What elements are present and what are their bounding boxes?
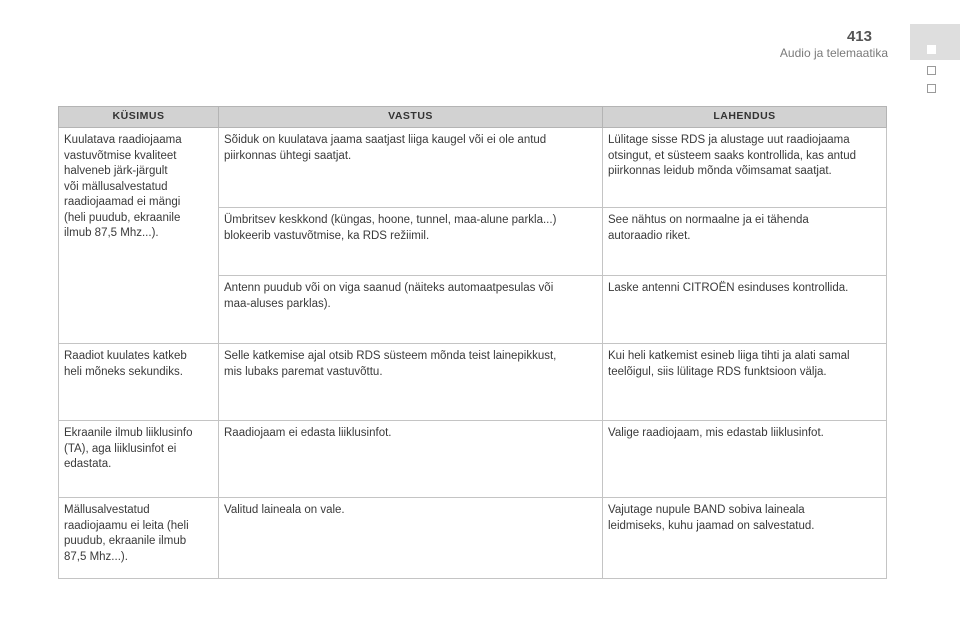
question-cell: Ekraanile ilmub liiklusinfo (TA), aga liiklusinfot ei edastata. [59, 421, 219, 498]
solution-cell: Kui heli katkemist esineb liiga tihti ja alati samal teelõigul, siis lülitage RDS funktsioon välja. [603, 344, 887, 421]
section-title: Audio ja telemaatika [779, 46, 888, 60]
solution-cell: Laske antenni CITROËN esinduses kontrollida. [603, 276, 887, 344]
column-header-answer: VASTUS [219, 107, 603, 128]
section-marker-active [927, 45, 936, 54]
column-header-question: KÜSIMUS [59, 107, 219, 128]
answer-cell: Selle katkemise ajal otsib RDS süsteem mõnda teist lainepikkust, mis lubaks paremat vastuvõttu. [219, 344, 603, 421]
table-row [59, 498, 887, 579]
solution-cell: Lülitage sisse RDS ja alustage uut raadiojaama otsingut, et süsteem saaks kontrollida, kas antud piirkonnas leidub mõnda võimsamat saatjat. [603, 128, 887, 208]
solution-cell: Valige raadiojaam, mis edastab liiklusinfot. [603, 421, 887, 498]
answer-cell: Ümbritsev keskkond (küngas, hoone, tunnel, maa-alune parkla...) blokeerib vastuvõtmise, ka RDS režiimil. [219, 208, 603, 276]
solution-cell: Vajutage nupule BAND sobiva laineala leidmiseks, kuhu jaamad on salvestatud. [603, 498, 887, 579]
answer-cell: Antenn puudub või on viga saanud (näiteks automaatpesulas või maa-aluses parklas). [219, 276, 603, 344]
table-header-row [59, 107, 887, 128]
section-marker [927, 66, 936, 75]
table-row [59, 128, 887, 208]
page-number: 413 [846, 28, 872, 45]
solution-cell: See nähtus on normaalne ja ei tähenda autoraadio riket. [603, 208, 887, 276]
section-marker [927, 84, 936, 93]
question-cell: Kuulatava raadiojaama vastuvõtmise kvaliteet halveneb järk-järgult või mällusalvestatud raadiojaamad ei mängi (heli puudub, ekraanile ilmub 87,5 Mhz...). [59, 128, 219, 344]
table-row [59, 344, 887, 421]
faq-table [58, 106, 887, 579]
column-header-solution: LAHENDUS [603, 107, 887, 128]
question-cell: Raadiot kuulates katkeb heli mõneks sekundiks. [59, 344, 219, 421]
question-cell: Mällusalvestatud raadiojaamu ei leita (heli puudub, ekraanile ilmub 87,5 Mhz...). [59, 498, 219, 579]
answer-cell: Sõiduk on kuulatava jaama saatjast liiga kaugel või ei ole antud piirkonnas ühtegi saatjat. [219, 128, 603, 208]
table-row [59, 421, 887, 498]
answer-cell: Raadiojaam ei edasta liiklusinfot. [219, 421, 603, 498]
section-tab [910, 24, 960, 60]
answer-cell: Valitud laineala on vale. [219, 498, 603, 579]
